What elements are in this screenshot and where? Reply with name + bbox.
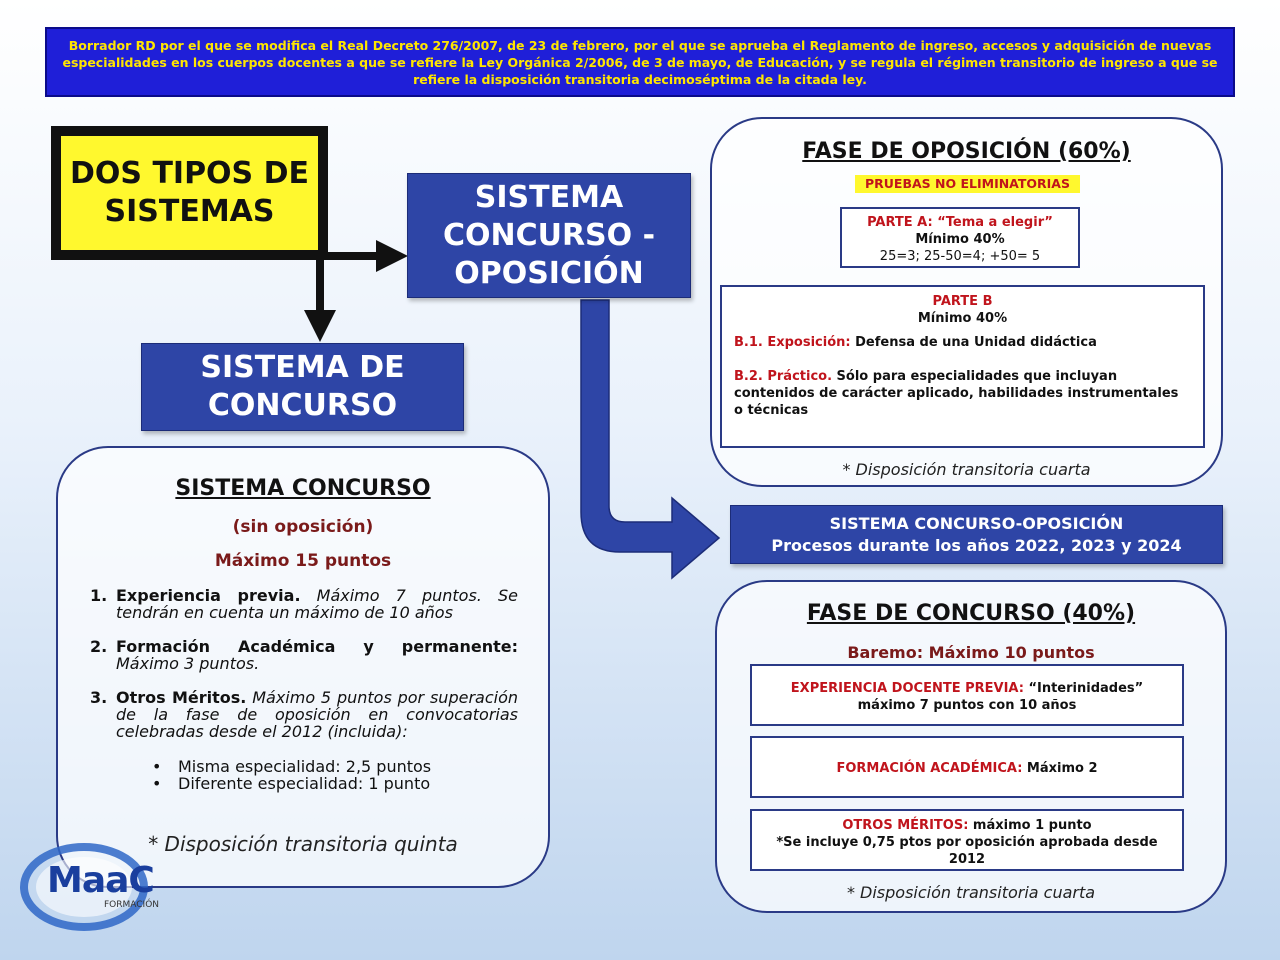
concurso-panel-title: SISTEMA CONCURSO xyxy=(175,476,431,501)
b1-line xyxy=(734,334,1191,351)
exp-line2: máximo 7 puntos con 10 años xyxy=(857,698,1077,713)
concurso-panel-max: Máximo 15 puntos xyxy=(214,551,392,571)
header-banner-text: Borrador RD por el que se modifica el Real Decreto 276/2007, de 23 de febrero, por el que se aprueba el Reglamento de ingreso, accesos y adquisición de nuevas especialidades en los cuerpos docentes a que se refiere la Ley Orgánica 2/2006, de 3 de mayo, de Educación, y se regula el régimen transitorio de ingreso a que se refiere la disposición transitoria decimoséptima de la citada ley. xyxy=(62,38,1218,87)
form-text: Máximo 2 xyxy=(1022,761,1098,776)
concurso-oposicion-line3: OPOSICIÓN xyxy=(454,255,644,291)
arrow-down-head xyxy=(304,310,336,342)
concurso-oposicion-box xyxy=(407,173,691,298)
list-item-text: Máximo 3 puntos. xyxy=(116,654,260,673)
parte-a-box xyxy=(840,207,1080,268)
bullet-text: Diferente especialidad: 1 punto xyxy=(178,774,431,793)
dos-tipos-box xyxy=(51,126,328,260)
concurso-panel-subtitle: (sin oposición) xyxy=(232,517,374,537)
sistema-concurso-box xyxy=(141,343,464,431)
banner-line2: Procesos durante los años 2022, 2023 y 2024 xyxy=(771,535,1182,555)
b2-line xyxy=(734,368,1191,419)
b2-text: Sólo para especialidades que incluyan contenidos de carácter aplicado, habilidades instrumentales o técnicas xyxy=(734,369,1179,418)
dos-tipos-line1: DOS TIPOS DE xyxy=(69,156,310,191)
baremo-text: Baremo: Máximo 10 puntos xyxy=(847,643,1095,662)
bullet-text: Misma especialidad: 2,5 puntos xyxy=(178,757,432,776)
list-item-number: 3. xyxy=(90,688,108,707)
form-label: FORMACIÓN ACADÉMICA: xyxy=(836,761,1023,776)
maac-logo xyxy=(14,842,164,932)
bullet-item xyxy=(152,775,512,792)
otros-label: OTROS MÉRITOS: xyxy=(842,818,969,833)
parte-a-min: Mínimo 40% xyxy=(915,232,1005,247)
concurso-oposicion-banner xyxy=(730,505,1223,564)
list-item-text: Máximo 5 puntos por superación de la fase de oposición en convocatorias celebradas desde el 2012 (incluida): xyxy=(116,688,518,741)
concurso-oposicion-line2: CONCURSO - xyxy=(442,217,656,253)
concurso-fase-footnote: * Disposición transitoria cuarta xyxy=(846,883,1096,902)
b1-label: B.1. Exposición: xyxy=(734,335,851,350)
exp-label: EXPERIENCIA DOCENTE PREVIA: xyxy=(790,681,1024,696)
concurso-oposicion-line1: SISTEMA xyxy=(474,179,624,215)
parte-b-box xyxy=(720,285,1205,448)
bullet-dot: • xyxy=(152,757,162,776)
otros-meritos-box xyxy=(750,809,1184,871)
list-item-text: Máximo 7 puntos. Se tendrán en cuenta un máximo de 10 años xyxy=(116,586,518,622)
b2-label: B.2. Práctico. xyxy=(734,369,833,384)
list-item xyxy=(90,587,518,627)
bullet-dot: • xyxy=(152,774,162,793)
sistema-concurso-line1: SISTEMA DE xyxy=(200,350,405,385)
logo-name: MaaC xyxy=(47,860,154,901)
otros-line2: *Se incluye 0,75 ptos por oposición aprobada desde 2012 xyxy=(776,835,1158,867)
list-item-number: 2. xyxy=(90,637,108,656)
exp-text: “Interinidades” xyxy=(1023,681,1144,696)
bullet-list xyxy=(152,758,512,792)
sistema-concurso-line2: CONCURSO xyxy=(207,388,398,423)
parte-b-title: PARTE B xyxy=(932,294,993,309)
concurso-panel-footnote: * Disposición transitoria quinta xyxy=(148,832,458,856)
dos-tipos-line2: SISTEMAS xyxy=(104,194,275,229)
formacion-box xyxy=(750,736,1184,798)
list-item-bold: Formación Académica y permanente: xyxy=(116,637,518,656)
parte-a-title: PARTE A: “Tema a elegir” xyxy=(867,215,1053,230)
list-item-bold: Otros Méritos. xyxy=(116,688,247,707)
b1-text: Defensa de una Unidad didáctica xyxy=(850,335,1097,350)
flow-arrow-blue xyxy=(581,300,719,578)
dos-tipos-inner xyxy=(61,136,318,250)
parte-a-scale: 25=3; 25-50=4; +50= 5 xyxy=(879,249,1041,264)
arrow-right-head xyxy=(376,240,408,272)
concurso-fase-title: FASE DE CONCURSO (40%) xyxy=(806,601,1136,626)
otros-text: máximo 1 punto xyxy=(968,818,1092,833)
list-item xyxy=(90,638,518,678)
experiencia-box xyxy=(750,664,1184,726)
bullet-item xyxy=(152,758,512,775)
oposicion-panel-footnote: * Disposición transitoria cuarta xyxy=(842,460,1091,479)
logo-sub: FORMACIÓN xyxy=(104,900,160,910)
pruebas-highlight: PRUEBAS NO ELIMINATORIAS xyxy=(855,175,1080,193)
list-item-number: 1. xyxy=(90,586,108,605)
list-item xyxy=(90,689,518,749)
list-item-bold: Experiencia previa. xyxy=(116,586,301,605)
parte-b-min: Mínimo 40% xyxy=(917,311,1008,326)
oposicion-panel-title: FASE DE OPOSICIÓN (60%) xyxy=(802,139,1131,164)
banner-line1: SISTEMA CONCURSO-OPOSICIÓN xyxy=(829,513,1124,533)
